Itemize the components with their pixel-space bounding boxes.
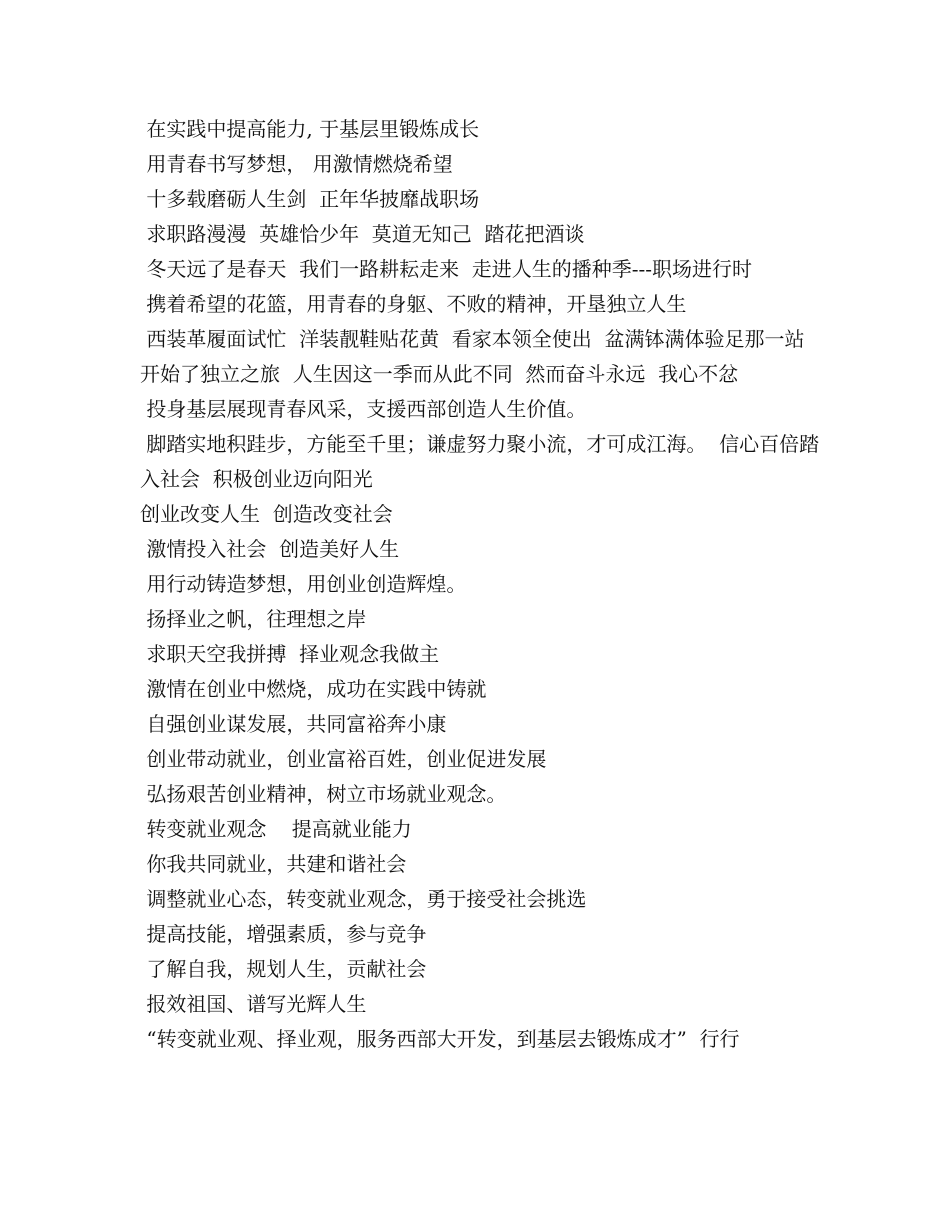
text-line: 了解自我，规划人生，贡献社会 <box>140 957 427 981</box>
text-line: 创业带动就业，创业富裕百姓，创业促进发展 <box>140 747 547 771</box>
text-line: 用青春书写梦想， 用激情燃烧希望 <box>140 152 453 176</box>
document-body <box>140 112 820 1057</box>
text-line: 求职天空我拼搏 择业观念我做主 <box>140 642 440 666</box>
text-line: 转变就业观念 提高就业能力 <box>140 817 412 841</box>
text-line: 十多载磨砺人生剑 正年华披靡战职场 <box>140 187 480 211</box>
text-line: 用行动铸造梦想，用创业创造辉煌。 <box>140 572 467 596</box>
text-line: 激情投入社会 创造美好人生 <box>140 537 400 561</box>
text-line: 报效祖国、谱写光辉人生 <box>140 992 367 1016</box>
text-line: 你我共同就业，共建和谐社会 <box>140 852 407 876</box>
text-line: “转变就业观、择业观，服务西部大开发，到基层去锻炼成才” 行行 <box>140 1027 740 1051</box>
text-line: 扬择业之帆，往理想之岸 <box>140 607 367 631</box>
text-line: 冬天远了是春天 我们一路耕耘走来 走进人生的播种季---职场进行时 <box>140 257 753 281</box>
text-line: 携着希望的花篮，用青春的身躯、不败的精神，开垦独立人生 <box>140 292 687 316</box>
text-line: 在实践中提高能力, 于基层里锻炼成长 <box>140 117 480 141</box>
text-line: 调整就业心态，转变就业观念，勇于接受社会挑选 <box>140 887 587 911</box>
text-line: 自强创业谋发展，共同富裕奔小康 <box>140 712 447 736</box>
text-line: 脚踏实地积跬步，方能至千里；谦虚努力聚小流，才可成江海。 信心百倍踏入社会 积极创业迈向阳光 <box>140 432 820 491</box>
text-line: 求职路漫漫 英雄恰少年 莫道无知己 踏花把酒谈 <box>140 222 585 246</box>
text-line: 弘扬艰苦创业精神，树立市场就业观念。 <box>140 782 507 806</box>
text-line: 提高技能，增强素质，参与竞争 <box>140 922 427 946</box>
text-line: 西装革履面试忙 洋装靓鞋贴花黄 看家本领全使出 盆满钵满体验足那一站 开始了独立之旅 人生因这一季而从此不同 然而奋斗永远 我心不忿 <box>140 327 818 386</box>
text-line: 激情在创业中燃烧，成功在实践中铸就 <box>140 677 487 701</box>
text-line: 创业改变人生 创造改变社会 <box>140 502 393 526</box>
text-line: 投身基层展现青春风采，支援西部创造人生价值。 <box>140 397 587 421</box>
